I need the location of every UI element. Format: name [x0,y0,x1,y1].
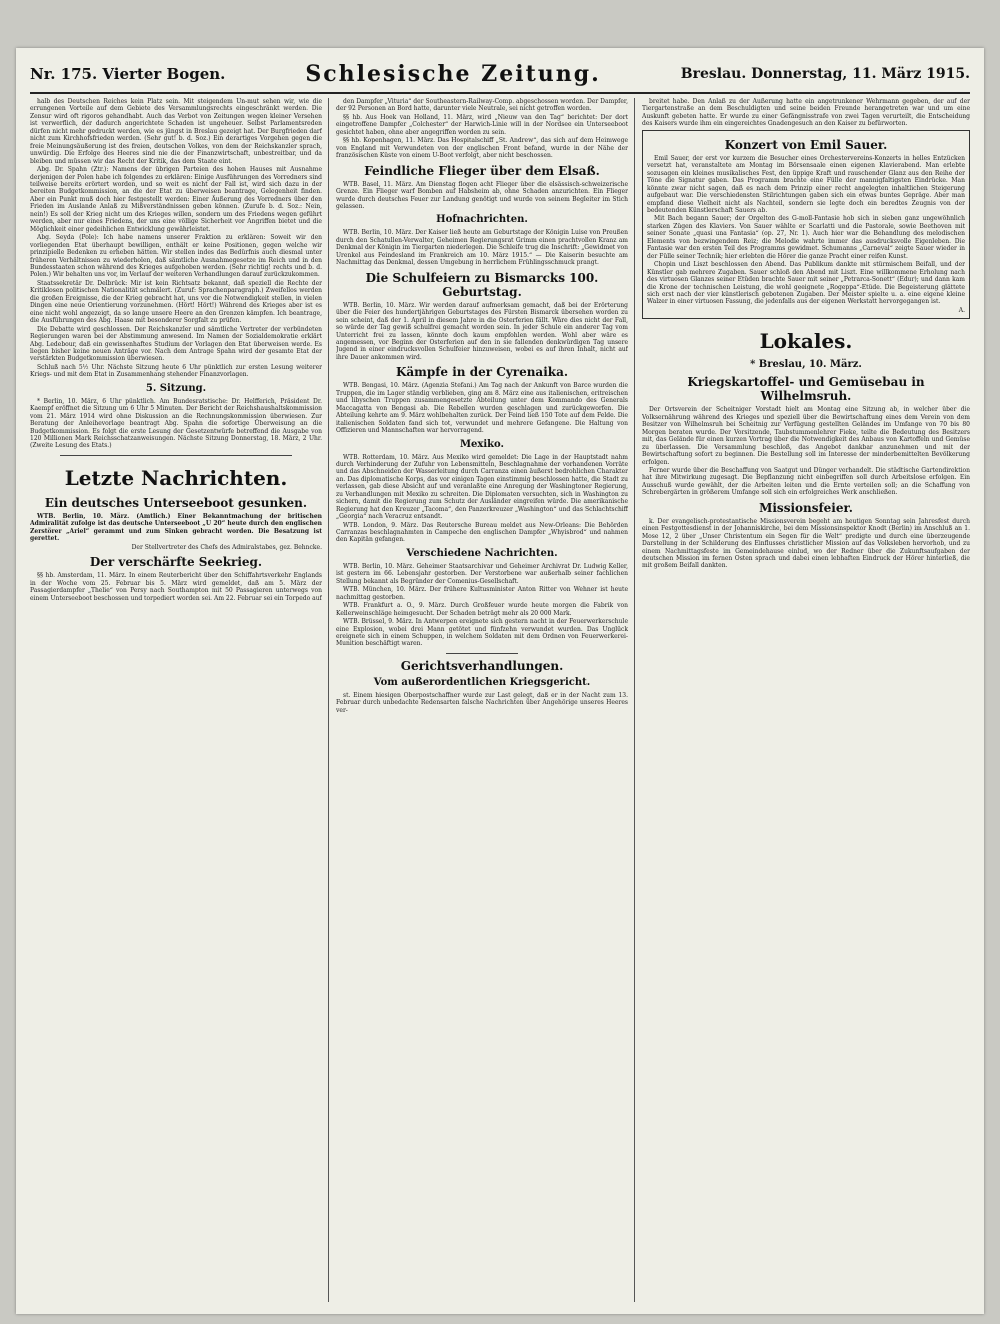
paragraph: WTB. Berlin, 10. März. Geheimer Staatsarchivar und Geheimer Archivrat Dr. Ludwig Keller, ist gestern im 66. Lebensjahr gestorben. Der Verstorbene war außerhalb seiner fachlichen Stellung bekannt als Begründer der Comenius-Gesellschaft. [336,562,628,585]
article-headline: Feindliche Flieger über dem Elsaß. [364,163,600,178]
paragraph: * Berlin, 10. März, 6 Uhr pünktlich. Am Bundesratstische: Dr. Helfferich, Präsident Dr. Kaempf eröffnet die Sitzung um 6 Uhr 5 Minuten. Der Bericht der Reichshaushaltskommission vom 21. März 1914 wird ohne Diskussion an die Rechnungskommission überwiesen. Zur Beratung der Anleihevorlage beantragt Abg. Spahn die sofortige Überweisung an die Budgetkommission. Es folgt die erste Lesung der Gesetzentwürfe betreffend die Ausgabe von 120 Millionen Mark Reichsschatzanweisungen. Nächste Sitzung Donnerstag, 18. März, 2 Uhr. (Zweite Lesung des Etats.) [30,397,322,450]
paragraph: Mit Bach begann Sauer; der Orgelton des G-moll-Fantasie hob sich in sieben ganz ungewöhnlich starken Zügen des Klaviers. Von Sauer wählte er Scarlatti und die Pastorale, sowie Beethoven mit seiner Sonate „quasi una Fantasia“ (op. 27, Nr. 1). Auch hier war die Behandlung des melodischen Elements von bezwingendem Reiz; die Melodie wahrte immer das ausdrucksvolle Eigenleben. Die Fantasie war den ersten Teil des Programms gewidmet. Schumanns „Carneval“ zeigte Sauer wieder in der Fülle seiner Technik; hier erlebten die Hörer die ganze Pracht einer reifen Kunst. [647,215,965,260]
paragraph: st. Einem hiesigen Oberpostschaffner wurde zur Last gelegt, daß er in der Nacht zum 13. Februar durch unbedachte Redensarten falsche Nachrichten über Angehörige unseres Heeres ver- [336,691,628,714]
paragraph: WTB. Berlin, 10. März. (Amtlich.) Einer Bekanntmachung der britischen Admiralität zufolge ist das deutsche Unterseeboot „U 20“ heute durch den englischen Zerstörer „Ariel“ gerammt und zum Sinken gebracht worden. Die Besatzung ist gerettet. [30,512,322,543]
paragraph: WTB. Bengasi, 10. März. (Agenzia Stefani.) Am Tag nach der Ankunft von Barce wurden die Truppen, die im Lager ständig verblieben, ging am 8. März eine aus italienischen, eritreischen und libyschen Truppen zusammengesetzte Abteilung unter dem Kommando des Generals Maccagatta von Bengasi ab. Die Rebellen wurden geschlagen und zurückgeworfen. Die Abteilung kehrte am 9. März wohlbehalten zurück. Der Feind ließ 150 Tote auf dem Felde. Die italienischen Soldaten fand sich tot, verwundet und mehrere Gefangene. Die Haltung von Offizieren und Mannschaften war hervorragend. [336,382,628,435]
article-subheadline: Vom außerordentlichen Kriegsgericht. [373,676,591,688]
paragraph: Abg. Dr. Spahn (Ztr.): Namens der übrigen Parteien des hohen Hauses mit Ausnahme derjenigen der Polen habe ich folgendes zu erklären: Einige Ausführungen des Vorredners sind teilweise bereits erörtert worden, und so weit es nicht der Fall ist, wird sich dazu in der bereiten Budgetkommission, an die der Etat zu überweisen beantrage, Gelegenheit finden. Aber ein Punkt muß doch hier festgestellt werden: Einer Äußerung des Vorredners über den Frieden im Auslande Anlaß zu Mißverständnissen geben können. (Zurufe b. d. Soz.: Nein, nein!) Es soll der Krieg nicht um des Krieges willen, sondern um des Friedens wegen geführt werden, aber nur eines Friedens, der uns eine völlige Sicherheit vor Angriffen bietet und die Möglichkeit einer gedeihlichen Entwicklung gewährleistet. [30,166,322,233]
paragraph: den Dampfer „Vituria“ der Southeastern-Railway-Comp. abgeschossen worden. Der Dampfer, der 92 Personen an Bord hatte, darunter viele Neutrale, sei nicht getroffen worden. [336,98,628,113]
article-headline: Missionsfeier. [759,500,853,515]
paragraph: WTB. London, 9. März. Das Reutersche Bureau meldet aus New-Orleans: Die Behörden Carranzas beschlagnahmten in Campeche den englischen Dampfer „Whyisbrod“ und nahmen den Kapitän gefangen. [336,521,628,544]
paragraph: WTB. Rotterdam, 10. März. Aus Mexiko wird gemeldet: Die Lage in der Hauptstadt nahm durch Verhinderung der Zufuhr von Lebensmitteln, Beschlagnahme der vorhandenen Vorräte und das Abschneiden der Wasserleitung durch Carranza einen äußerst bedrohlichen Charakter an. Das diplomatische Korps, das vor einigen Tagen einstimmig beschlossen hatte, die Stadt zu verlassen, gab diese Absicht auf und veranlaßte eine Anregung der Washingtoner Regierung, zu Verhandlungen mit Mexiko zu schreiten. Die Diplomaten versuchten, sich in Washington zu sichern, damit die Regierung zum Schutz der Ausländer eingreifen würde. Die amerikanische Regierung hat den Kreuzer „Tacoma“, den Panzerkreuzer „Washington“ und das Schlachtschiff „Georgia“ nach Veracruz entsandt. [336,453,628,521]
paragraph: WTB. Berlin, 10. März. Wir werden darauf aufmerksam gemacht, daß bei der Erörterung über die Feier des hundertjährigen Geburtstages des Fürsten Bismarck übersehen worden zu sein scheint, daß der 1. April in diesem Jahre in die Osterferien fällt. Wäre dies nicht der Fall, so würde der Tag gewiß schulfrei gemacht worden sein. In jeder Schule ein anderer Tag vom Unterricht frei zu lassen, könnte doch kaum empfohlen werden. Wohl aber wäre es angemessen, vor Beginn der Osterferien auf den in sie fallenden denkwürdigen Tag unsere Jugend in einer eindrucksvollen Schulfeier hinzuweisen, wobei es auf ihren Inhalt, nicht auf ihre Dauer ankommen wird. [336,301,628,361]
paragraph: WTB. Berlin, 10. März. Der Kaiser ließ heute am Geburtstage der Königin Luise von Preußen durch den Schatullen-Verwalter, Geheimen Regierungsrat Grimm einen prachtvollen Kranz am Denkmal der Königin im Tiergarten niederlegen. Die Schleife trug die Inschrift: „Gewidmet von Urenkel aus Feindesland im Frankreich am 10. März 1915.“ — Die Kaiserin besuchte am Nachmittag das Denkmal, dessen Umgebung in herrlichem Frühlingsschmuck prangt. [336,229,628,267]
article-headline: Die Schulfeiern zu Bismarcks 100. Geburtstag. [365,270,599,299]
issue-number: Nr. 175. Vierter Bogen. [30,65,226,83]
article-headline: Konzert von Emil Sauer. [724,137,888,152]
paragraph: Staatssekretär Dr. Delbrück: Mir ist kein Richtsatz bekannt, daß speziell die Rechte der Kritiklosen politischen Nationalität schmälert. (Zuruf: Sprachenparagraph.) Zweifellos werden die großen Ereignisse, die der Krieg gebracht hat, uns vor die Notwendigkeit stellen, in vielen Dingen eine neue Orientierung vorzunehmen. (Hört! Hört!) Während des Krieges aber ist es eine nicht wohl angezeigt, da so lange unsere Heere an den Grenzen kämpfen. Ich beantrage, die Ausführungen des Abg. Haase mit besonderer Sorgfalt zu prüfen. [30,279,322,325]
article-headline: Verschiedene Nachrichten. [406,547,558,559]
divider [60,455,292,456]
section-heading-local: Lokales. [759,329,853,354]
divider [446,653,518,654]
paragraph: §§ hb. Amsterdam, 11. März. In einem Reuterbericht über den Schiffahrtsverkehr Englands in der Woche vom 25. Februar bis 5. März wird gemeldet, daß am 5. März der Passagierdampfer „Thelie“ von Persy nach Southampton mit 50 Passagieren unterwegs von einem Unterseeboot beschossen und torpediert worden sei. Am 22. Februar sei ein Torpedo auf [30,572,322,602]
article-headline: Ein deutsches Unterseeboot gesunken. [44,495,308,510]
paragraph: halb des Deutschen Reiches kein Platz sein. Mit steigendem Un-mut sehen wir, wie die errungenen Vorteile auf dem Gebiete des Versammlungsrechts eingeschränkt werden. Die Zensur wird oft rigoros gehandhabt. Auch das Verbot von Zeitungen wegen kleiner Versehen ist verwerflich, der dadurch angerichtete Schaden ist ungeheuer. Selbst Parlamentsreden dürfen nicht mehr gedruckt werden, wie es jüngst in Breslau gezeigt hat. Der Burgfrieden darf nicht zum Kirchhofsfrieden werden. (Sehr gut! b. d. Soz.) Ein derartiges Vorgehen gegen die freie Meinungsäußerung ist des freien, deutschen Volkes, von dem der Reichskanzler sprach, unwürdig. Die Erfolge des Heeres sind nie die der Finanzwirtschaft, unbestreitbar, und da bleiben und müssen wir das Recht der Kritik, das dem Staate eint. [30,98,322,165]
paragraph: Ferner wurde über die Beschaffung von Saatgut und Dünger verhandelt. Die städtische Gartendirektion hat ihre Mitwirkung zugesagt. Die Bepflanzung nicht einbegriffen soll durch Arbeitslose erfolgen. Ein Ausschuß wurde gewählt, der die Arbeiten leiten und die Ernte verteilen soll; an die Schaffung von Schrebergärten in größerem Umfange soll sich ein erfolgreiches Werk anschließen. [642,466,970,497]
paragraph: Der Ortsverein der Scheitniger Vorstadt hielt am Montag eine Sitzung ab, in welcher über die Volksernährung während des Krieges und speziell über die Bewirtschaftung eines dem Verein von dem Besitzer von Wilhelmsruh bei Scheitnig zur Verfügung gestellten Geländes im Umfange von 70 bis 80 Morgen beraten wurde. Der Vorsitzende, Taubstummenlehrer Fieke, teilte die Bedeutung des Besitzers mit, das Gelände für einen kurzen Vortrag über die Notwendigkeit des Anbaus von Kartoffeln und Gemüse zu überlassen. Die Versammlung beschloß, das Angebot dankbar anzunehmen und mit der Bewirtschaftung sofort zu beginnen. Die Bestellung soll im Interesse der minderbemittelten Bevölkerung erfolgen. [642,406,970,466]
article-headline: Mexiko. [459,438,505,450]
paragraph: WTB. Brüssel, 9. März. In Antwerpen ereignete sich gestern nacht in der Feuerwerkerschule eine Explosion, wobei drei Mann getötet und fünfzehn verwundet wurden. Das Unglück ereignete sich in einem Schuppen, in welchem Soldaten mit dem Ordnen von Feuerwerkerei-Munition beschäftigt waren. [336,618,628,648]
column-1 [30,98,322,1302]
signature: A. [958,306,965,314]
paragraph: WTB. München, 10. März. Der frühere Kultusminister Anton Ritter von Wehner ist heute nachmittag gestorben. [336,586,628,601]
masthead [30,56,970,94]
section-heading: 5. Sitzung. [145,382,207,394]
section-heading-last-news: Letzte Nachrichten. [64,465,288,490]
paragraph: Die Debatte wird geschlossen. Der Reichskanzler und sämtliche Vertreter der verbündeten Regierungen waren bei der Abstimmung anwesend. Im Namen der Sozialdemokratie erklärt Abg. Ledebour, daß ein gewissenhaftes Studium der Vorlagen den Etat überweisen werde. Es liegen bisher keine neuen Anträge vor. Nach dem Antrage Spahn wird der gesamte Etat der verstärkten Budgetkommission überwiesen. [30,325,322,363]
article-headline: Hofnachrichten. [436,214,528,226]
paragraph: Schluß nach 5½ Uhr. Nächste Sitzung heute 6 Uhr pünktlich zur ersten Lesung weiterer Kriegs- und mit dem Etat in Zusammenhang stehender Finanzvorlagen. [30,363,322,379]
article-headline: Gerichtsverhandlungen. [400,658,564,673]
newspaper-title: Schlesische Zeitung. [305,61,601,87]
column-rule [634,98,635,1302]
column-rule [328,98,329,1302]
paragraph: Chopin und Liszt beschlossen den Abend. Das Publikum dankte mit stürmischem Beifall, und der Künstler gab mehrere Zugaben. Sauer schloß den Abend mit Liszt. Eine willkommene Erholung nach des virtuosen Glanzes seiner Etüden brachte Sauer mit seiner „Petrarca-Sonett“ (Edur); und dann kam die Krone der technischen Leistung, die wohl geeignete „Rogeppa“-Etüde. Die Begeisterung glättete sich erst nach der vier künstlerisch gebotenen Zugaben. Der Meister spielte u. a. eine eigene kleine Walzer in einer virtuosen Fassung, die jedenfalls aus der eigenen Werkstatt hervorgegangen ist. [647,261,965,306]
article-headline: Kämpfe in der Cyrenaika. [395,365,569,380]
paragraph: WTB. Basel, 11. März. Am Dienstag flogen acht Flieger über die elsässisch-schweizerische Grenze. Ein Flieger warf Bomben auf Habsheim ab, ohne Schaden anzurichten. Ein Flieger wurde durch deutsches Feuer zur Landung genötigt und wurde von seinem Begleiter im Stich gelassen. [336,180,628,210]
paragraph: WTB. Frankfurt a. O., 9. März. Durch Großfeuer wurde heute morgen die Fabrik von Kellerweinschläge heimgesucht. Der Schaden beträgt mehr als 20 000 Mark. [336,602,628,617]
newspaper-page [16,48,984,1314]
column-3 [642,98,970,1302]
paragraph: breitet habe. Den Anlaß zu der Äußerung hatte ein angetrunkener Wehrmann gegeben, der auf der Tiergartenstraße an dem Beschuldigten und seine beiden Freunde herangetreten war und um eine Auskunft gebeten hatte. Er wurde zu einer Gefängnisstrafe von zwei Tagen verurteilt, die Entscheidung des Kaisers wurde ihm ein eingereichtes Gnadengesuch an den Kaiser zu befürworten. [642,98,970,128]
article-headline: Der verschärfte Seekrieg. [89,555,263,570]
dateline: * Breslau, 10. März. [750,359,862,371]
paragraph: Emil Sauer, der erst vor kurzem die Besucher eines Orchestervereins-Konzerts in helles Entzücken versetzt hat, veranstaltete am Montag im Börsensaale einen eigenen Klavierabend. Man erlebte sozusagen ein kleines musikalisches Fest, den üppige Kraft und rauschender Glanz aus den Reihe der Töne die Signatur gaben. Das Programm brachte eine Fülle der mannigfaltigsten Eindrücke. Man könnte zwar nicht sagen, daß es nach dem Prinzip einer recht angelegten inhaltlichen Steigerung aufgebaut war. Die verschiedensten Stilrichtungen gaben sich ein etwas buntes Gepräge. Aber man empfand diese Vielheit nicht als Nachteil, sondern sie legte doch ein beredtes Zeugnis von der bedeutenden Künstlerschaft Sauers ab. [647,154,965,214]
paragraph: Abg. Seyda (Pole): Ich habe namens unserer Fraktion zu erklären: Soweit wir den vorliegenden Etat überhaupt bewilligen, enthält er keine Positionen, gegen welche wir prinzipielle Bedenken zu erheben hätten. Wir stellen indes das Bedürfnis auch diesmal unter früheren Verhältnissen zu wiederholen, daß sämtliche Ausnahmegesetze im Reich und in den Bundesstaaten schon während des Krieges aufgehoben werden. (Sehr richtig! rechts und b. d. Polen.) Wir behalten uns vor, im Verlauf der weiteren Verhandlungen darauf zurückzukommen. [30,234,322,279]
feuilleton-box [642,130,970,320]
paragraph: k. Der evangelisch-protestantische Missionsverein begeht am heutigen Sonntag sein Jahresfest durch einen Festgottesdienst in der Johanniskirche, bei dem Missionsinspektor Knodt (Berlin) im Anschluß an 1. Mose 12, 2 über „Unser Christentum ein Segen für die Welt“ predigte und durch eine überzeugende Darstellung in der Schilderung des Einflusses christlicher Mission auf das Volksleben hervorhob, und zu einem Nachmittagsfeste im Gemeindehause einlud, wo der Redner über die Zukunftsaufgaben der deutschen Mission im fernen Osten sprach und dabei einen lebhaften Eindruck der Hörer hinterließ, die mit großem Beifall dankten. [642,517,970,570]
article-headline: Kriegskartoffel- und Gemüsebau in Wilhelmsruh. [687,375,925,404]
paragraph: §§ hb. Aus Hoek van Holland, 11. März, wird „Nieuw van den Tag“ berichtet: Der dort eingetroffene Dampfer „Colchester“ der Harwich-Linie will in der Nordsee ein Unterseeboot gesichtet haben, ohne aber angegriffen worden zu sein. [336,113,628,136]
signature: Der Stellvertreter des Chefs des Admiralstabes, gez. Behncke. [131,543,322,551]
place-date: Breslau. Donnerstag, 11. März 1915. [680,66,970,82]
column-2 [336,98,628,1302]
paragraph: §§ hb. Kopenhagen, 11. März. Das Hospitalschiff „St. Andrew“, das sich auf dem Heimwege von England mit Verwundeten von der englischen Front befand, wurde in der Nähe der französischen Küste von einem U-Boot verfolgt, aber nicht beschossen. [336,137,628,160]
